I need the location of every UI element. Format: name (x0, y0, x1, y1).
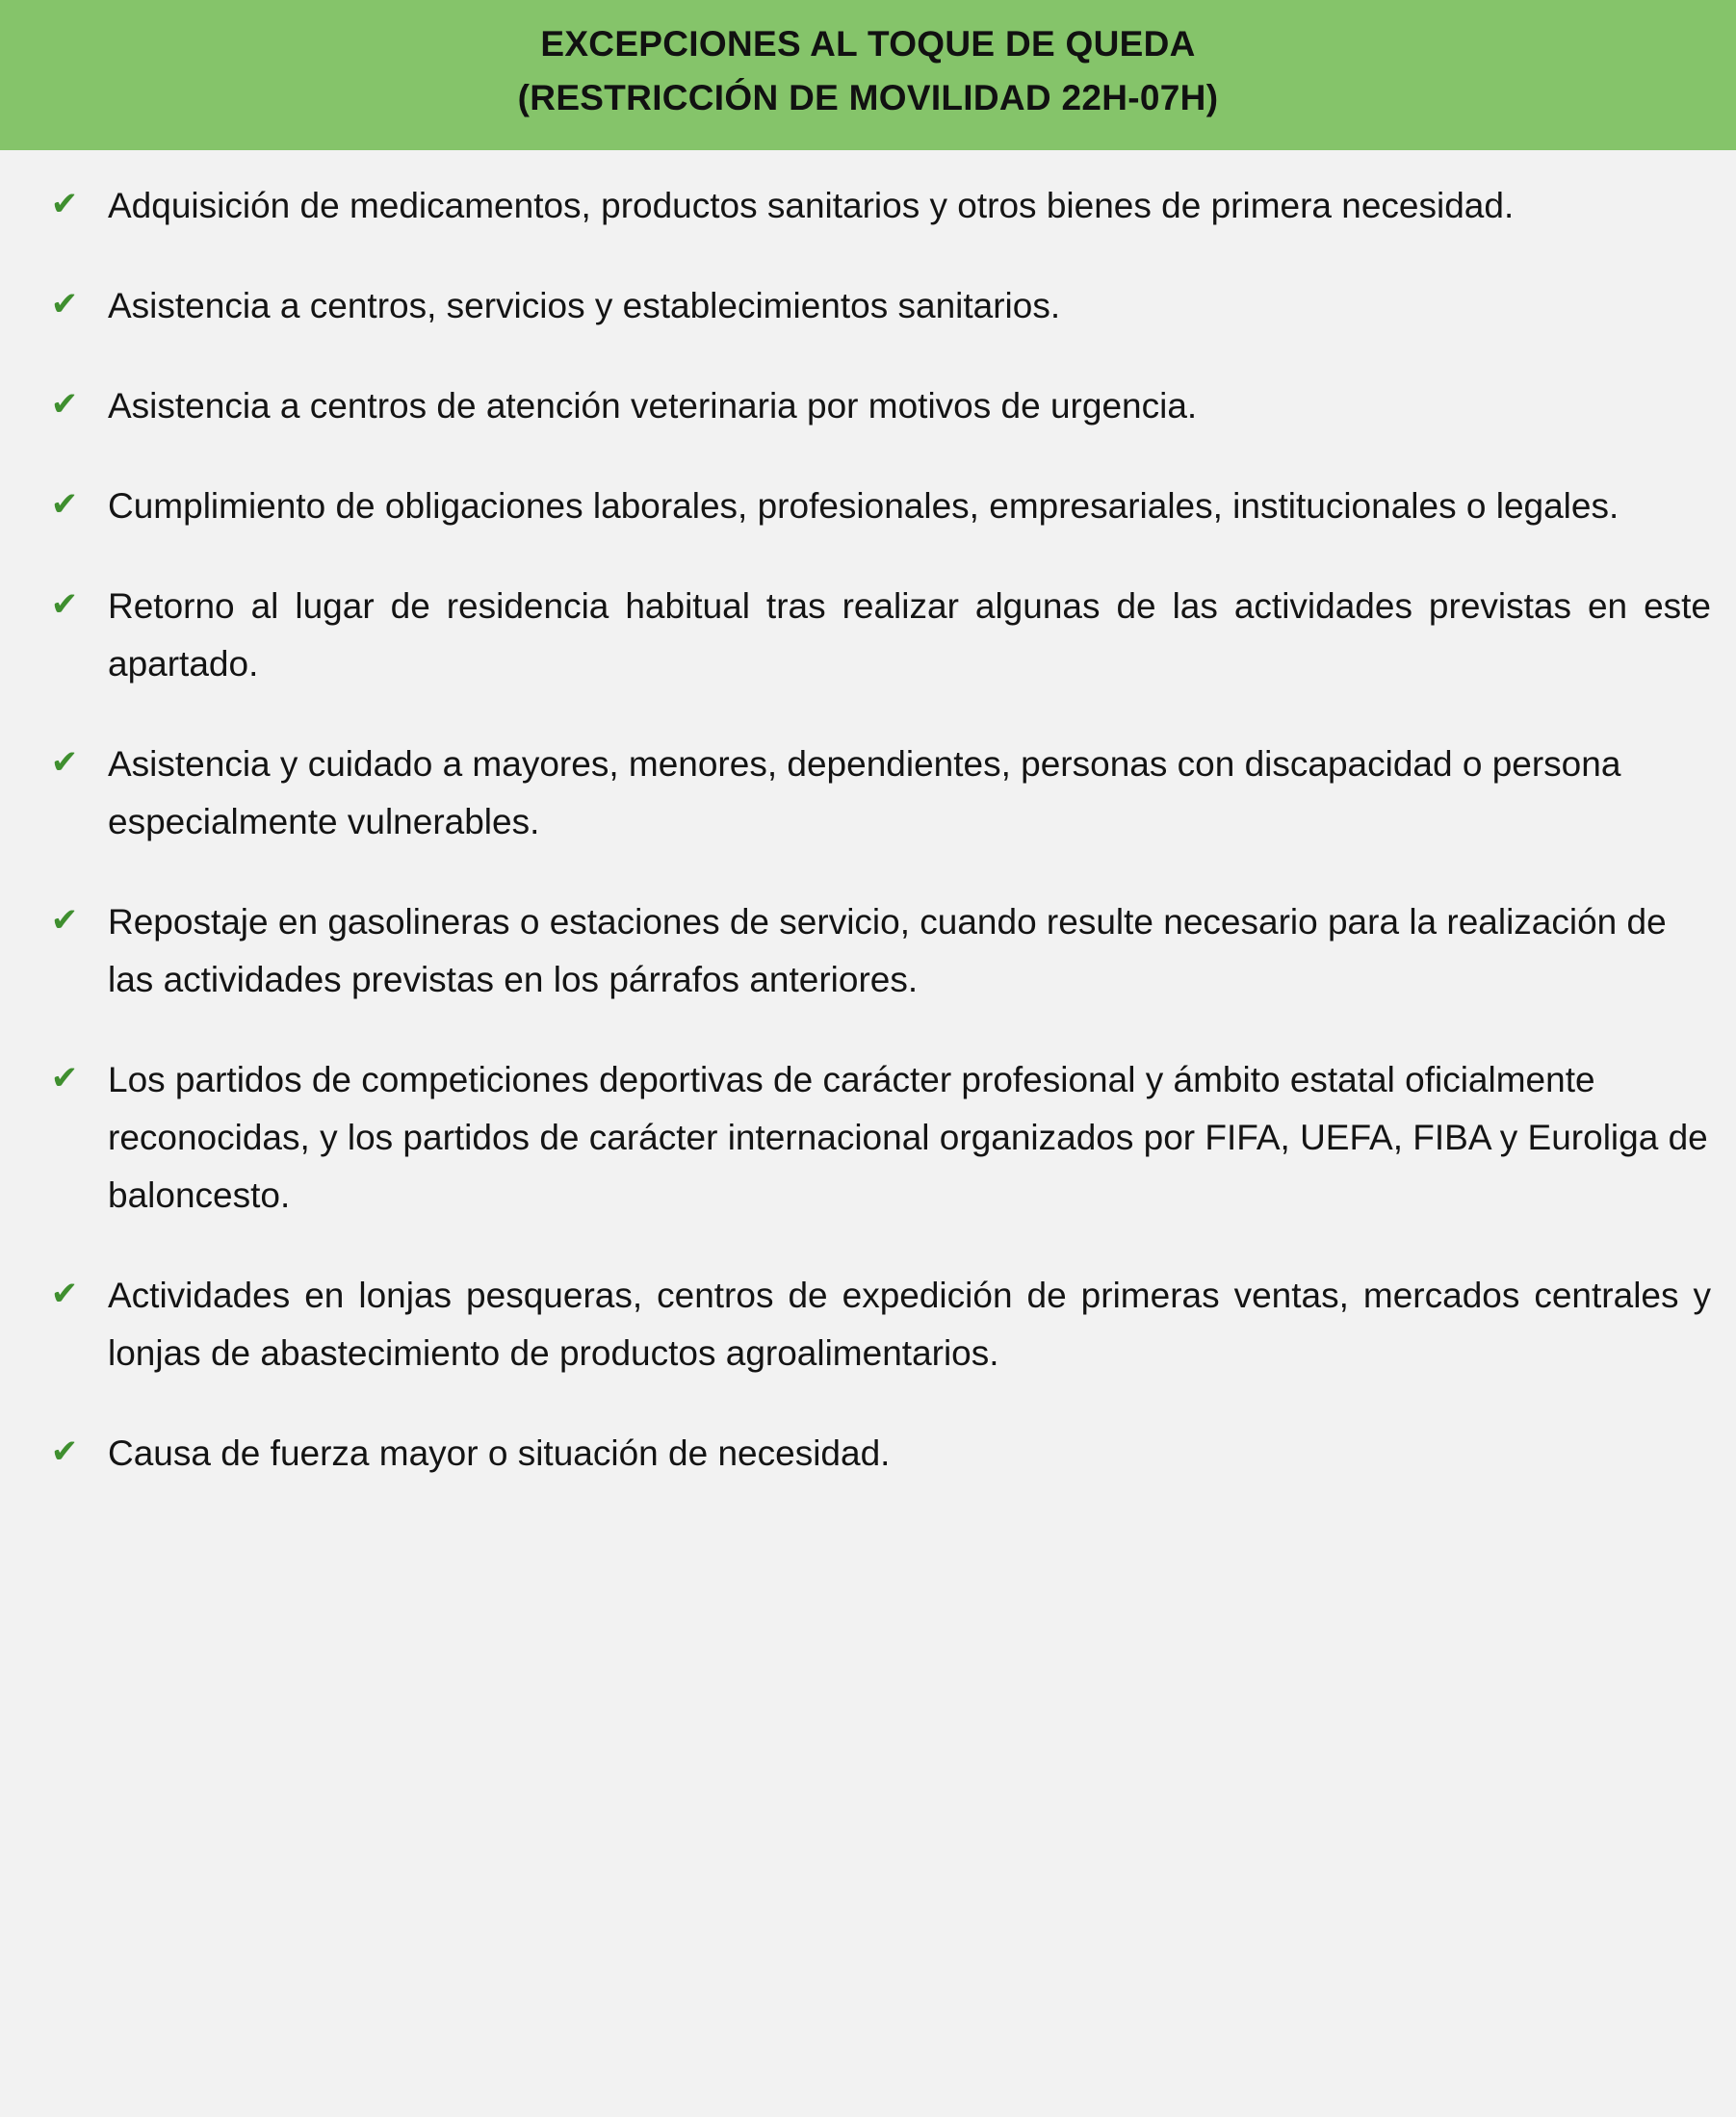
list-item-text: Asistencia a centros de atención veterinaria por motivos de urgencia. (108, 386, 1198, 426)
check-icon: ✔ (50, 285, 79, 324)
list-item-text: Repostaje en gasolineras o estaciones de servicio, cuando resulte necesario para la realización de las actividades previstas en los párrafos anteriores. (108, 901, 1667, 999)
list-item (21, 578, 1715, 693)
list-item-text: Asistencia a centros, servicios y establecimientos sanitarios. (108, 286, 1061, 326)
check-icon: ✔ (50, 1274, 79, 1313)
list-item-text: Cumplimiento de obligaciones laborales, profesionales, empresariales, institucionales o legales. (108, 486, 1619, 527)
list-item (21, 1425, 1715, 1483)
list-item (21, 177, 1715, 235)
exceptions-list (0, 150, 1736, 2117)
banner-title-line-1: EXCEPCIONES AL TOQUE DE QUEDA (540, 24, 1196, 64)
check-icon: ✔ (50, 485, 79, 525)
list-item (21, 377, 1715, 435)
check-icon: ✔ (50, 1058, 79, 1097)
list-item (21, 1051, 1715, 1225)
list-item-text: Los partidos de competiciones deportivas de carácter profesional y ámbito estatal oficialmente reconocidas, y los partidos de carácter internacional organizados por FIFA, UEFA, FIBA y Euroliga de baloncesto. (108, 1059, 1708, 1215)
check-icon: ✔ (50, 385, 79, 425)
list-item (21, 478, 1715, 535)
check-icon: ✔ (50, 185, 79, 224)
check-icon: ✔ (50, 585, 79, 625)
header-banner (0, 0, 1736, 150)
list-item-text: Adquisición de medicamentos, productos sanitarios y otros bienes de primera necesidad. (108, 186, 1515, 226)
list-item-text: Asistencia y cuidado a mayores, menores, dependientes, personas con discapacidad o persona especialmente vulnerables. (108, 744, 1621, 842)
banner-title-line-2: (RESTRICCIÓN DE MOVILIDAD 22H-07H) (517, 78, 1219, 118)
list-item (21, 736, 1715, 851)
check-icon: ✔ (50, 1432, 79, 1471)
list-item (21, 277, 1715, 335)
list-item (21, 893, 1715, 1009)
list-item-text: Retorno al lugar de residencia habitual tras realizar algunas de las actividades previstas en este apartado. (108, 586, 1711, 684)
list-item-text: Causa de fuerza mayor o situación de necesidad. (108, 1433, 891, 1473)
check-icon: ✔ (50, 743, 79, 783)
list-item-text: Actividades en lonjas pesqueras, centros de expedición de primeras ventas, mercados centrales y lonjas de abastecimiento de productos agroalimentarios. (108, 1275, 1711, 1373)
check-icon: ✔ (50, 900, 79, 940)
list-item (21, 1267, 1715, 1382)
